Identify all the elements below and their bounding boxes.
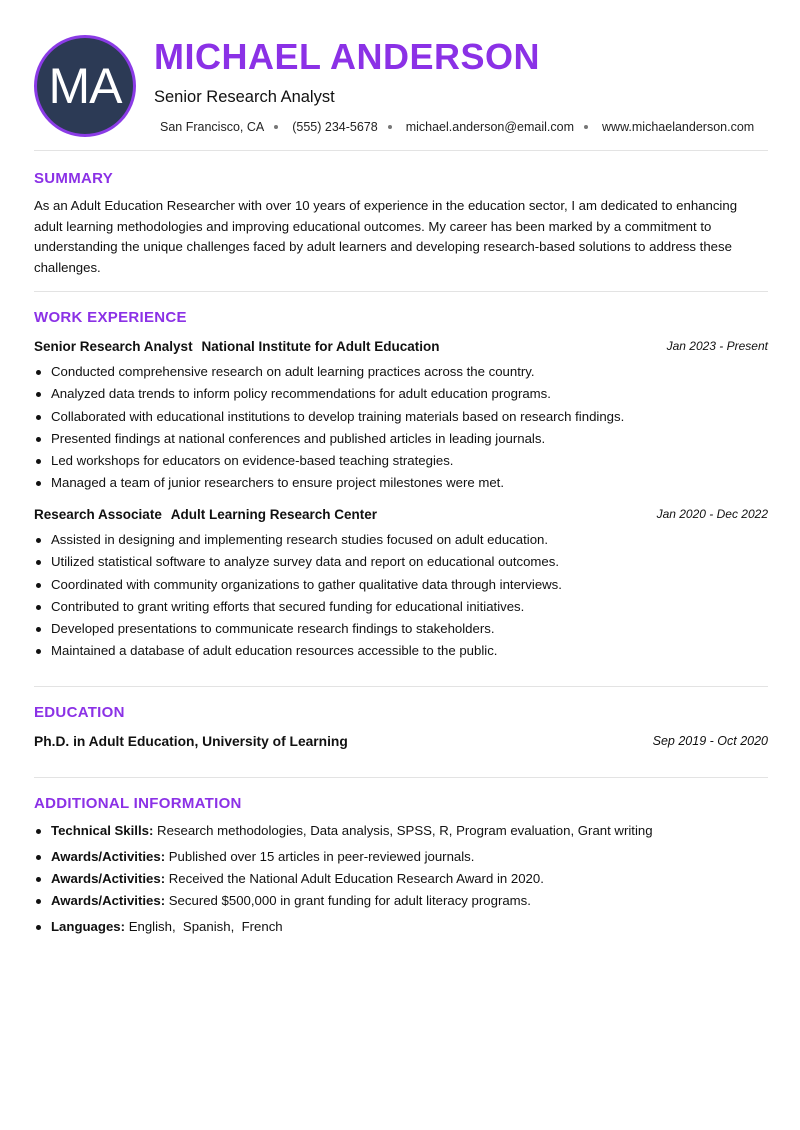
resume-page [34,0,768,934]
candidate-title: Senior Research Analyst [154,88,335,106]
job-header [34,338,768,358]
job-dates: Jan 2023 - Present [666,339,768,353]
info-value: Secured $500,000 in grant funding for adult literacy programs. [168,893,531,908]
job-bullets [34,530,768,664]
resume-header [34,0,768,150]
separator-dot-icon [388,125,392,129]
section-divider [34,291,768,292]
info-value: English, Spanish, French [128,919,283,934]
list-item [34,821,768,847]
summary-text: As an Adult Education Researcher with over 10 years of experience in the education sector, I am dedicated to enhancing adult learning methodologies and improving educational outcomes. My career has been marked by a commitment to understanding the unique challenges faced by adult learners and developing research-based solutions to address these challenges. [34,198,738,275]
list-item: Coordinated with community organizations to gather qualitative data through interviews. [34,575,768,597]
education-dates: Sep 2019 - Oct 2020 [652,734,768,748]
list-item: Conducted comprehensive research on adult learning practices across the country. [34,362,768,384]
list-item: Managed a team of junior researchers to ensure project milestones were met. [34,473,768,495]
info-value: Research methodologies, Data analysis, SPSS, R, Program evaluation, Grant writing [157,823,653,838]
contact-email[interactable]: michael.anderson@email.com [405,120,575,134]
education-entry [34,733,768,753]
list-item: Led workshops for educators on evidence-based teaching strategies. [34,451,768,473]
job-dates: Jan 2020 - Dec 2022 [656,507,768,521]
list-item: Contributed to grant writing efforts that secured funding for educational initiatives. [34,597,768,619]
education-heading: EDUCATION [34,704,125,721]
list-item [34,917,768,939]
info-value: Received the National Adult Education Research Award in 2020. [168,871,544,886]
separator-dot-icon [584,125,588,129]
additional-info-heading: ADDITIONAL INFORMATION [34,795,242,812]
separator-dot-icon [274,125,278,129]
list-item [34,847,768,869]
list-item: Collaborated with educational institutions to develop training materials based on research findings. [34,407,768,429]
contact-location: San Francisco, CA [160,120,265,134]
list-item: Utilized statistical software to analyze survey data and report on educational outcomes. [34,552,768,574]
info-label: Awards/Activities: [51,871,166,886]
contact-phone: (555) 234-5678 [292,120,378,134]
section-divider [34,777,768,778]
job-role: Research Associate [34,507,162,522]
list-item: Presented findings at national conferences and published articles in leading journals. [34,429,768,451]
avatar [34,35,136,137]
section-divider [34,686,768,687]
additional-info-list [34,821,768,939]
job-company: National Institute for Adult Education [201,339,440,354]
job-company: Adult Learning Research Center [170,507,378,522]
list-item: Assisted in designing and implementing research studies focused on adult education. [34,530,768,552]
job-header [34,506,768,526]
info-label: Languages: [51,919,126,934]
work-experience-heading: WORK EXPERIENCE [34,309,187,326]
job-role: Senior Research Analyst [34,339,193,354]
list-item: Developed presentations to communicate research findings to stakeholders. [34,619,768,641]
contact-info [160,120,754,134]
list-item: Maintained a database of adult education resources accessible to the public. [34,641,768,663]
contact-website[interactable]: www.michaelanderson.com [602,120,755,134]
summary-heading: SUMMARY [34,170,114,187]
info-label: Awards/Activities: [51,893,166,908]
education-degree: Ph.D. in Adult Education, University of Learning [34,734,348,749]
info-label: Technical Skills: [51,823,154,838]
list-item [34,869,768,891]
avatar-initials: MA [48,58,122,114]
candidate-name: MICHAEL ANDERSON [154,36,541,77]
section-divider [34,150,768,151]
list-item: Analyzed data trends to inform policy recommendations for adult education programs. [34,384,768,406]
list-item [34,891,768,917]
info-label: Awards/Activities: [51,849,166,864]
job-bullets [34,362,768,496]
info-value: Published over 15 articles in peer-reviewed journals. [168,849,475,864]
